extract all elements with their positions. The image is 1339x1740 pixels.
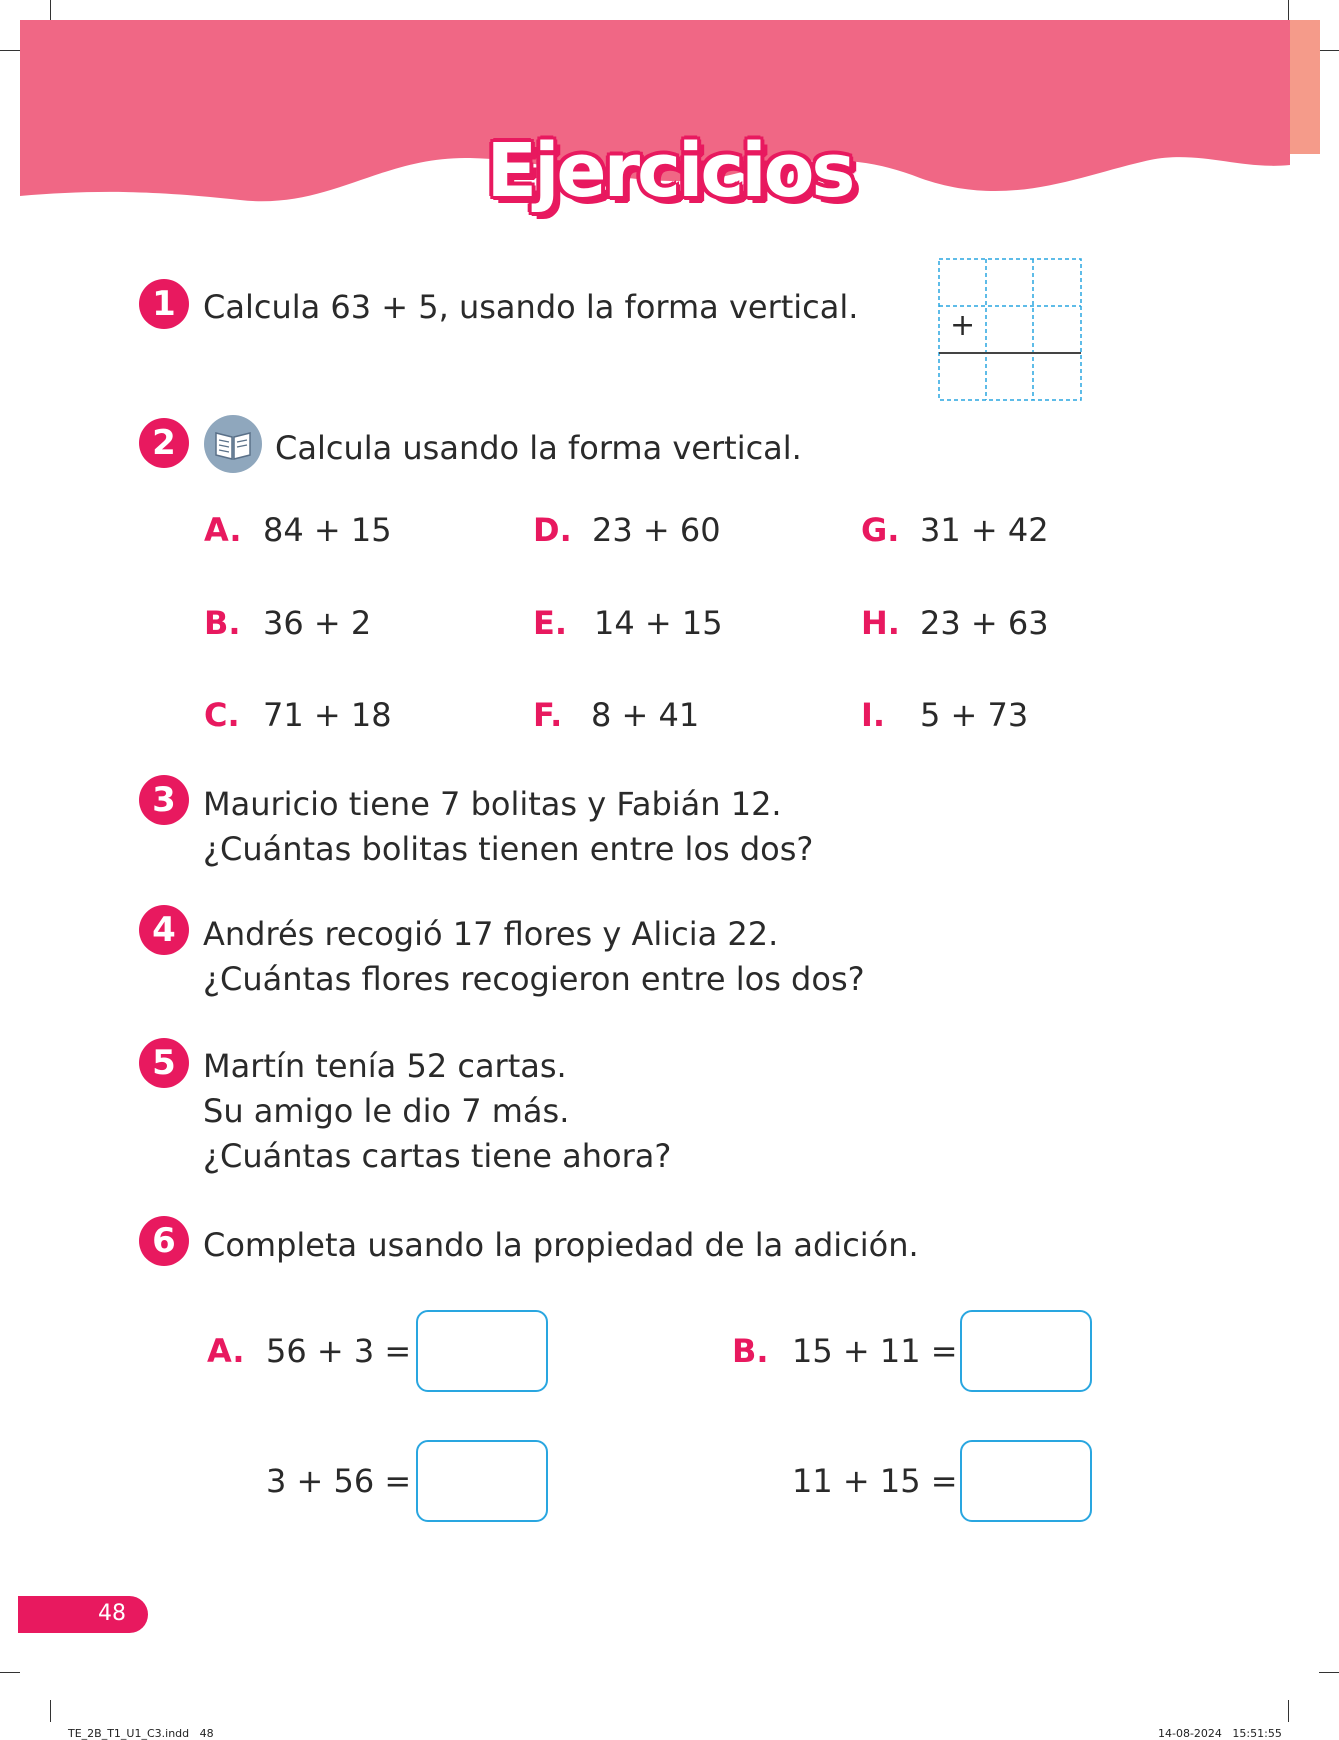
item-expr-h: 23 + 63: [920, 604, 1049, 642]
exercise-2-text: Calcula usando la forma vertical.: [275, 429, 802, 467]
page-number: 48: [98, 1601, 126, 1626]
slug-file: TE_2B_T1_U1_C3.indd 48: [68, 1727, 214, 1740]
item-label-c: C.: [204, 696, 240, 734]
item-label-i: I.: [861, 696, 886, 734]
answer-box-a-1[interactable]: [416, 1310, 548, 1392]
property-a-expr-1: 56 + 3 =: [266, 1332, 412, 1370]
item-expr-e: 14 + 15: [594, 604, 723, 642]
exercise-number-1: 1: [139, 279, 189, 329]
answer-box-a-2[interactable]: [416, 1440, 548, 1522]
exercise-number-2: 2: [139, 418, 189, 468]
item-expr-d: 23 + 60: [592, 511, 721, 549]
item-expr-g: 31 + 42: [920, 511, 1049, 549]
property-b-expr-1: 15 + 11 =: [792, 1332, 958, 1370]
item-expr-a: 84 + 15: [263, 511, 392, 549]
slug-timestamp: 14-08-2024 15:51:55: [1158, 1727, 1282, 1740]
page-number-tab: [18, 1596, 148, 1633]
item-expr-f: 8 + 41: [591, 696, 700, 734]
plus-sign: +: [950, 308, 976, 343]
exercise-number-5: 5: [139, 1038, 189, 1088]
item-label-b: B.: [204, 604, 241, 642]
answer-box-b-1[interactable]: [960, 1310, 1092, 1392]
exercise-6-text: Completa usando la propiedad de la adición.: [203, 1226, 919, 1264]
exercise-number-3: 3: [139, 775, 189, 825]
crop-mark: [50, 1700, 51, 1722]
exercise-number-6: 6: [139, 1216, 189, 1266]
item-expr-c: 71 + 18: [263, 696, 392, 734]
item-label-g: G.: [861, 511, 900, 549]
property-label-b: B.: [732, 1332, 769, 1370]
exercise-4-line-2: ¿Cuántas flores recogieron entre los dos?: [203, 960, 865, 998]
crop-mark: [1319, 1672, 1339, 1673]
exercise-5-line-1: Martín tenía 52 cartas.: [203, 1047, 567, 1085]
property-b-expr-2: 11 + 15 =: [792, 1462, 958, 1500]
crop-mark: [0, 1672, 20, 1673]
exercise-3-line-1: Mauricio tiene 7 bolitas y Fabián 12.: [203, 785, 782, 823]
item-label-e: E.: [533, 604, 568, 642]
item-label-h: H.: [861, 604, 900, 642]
exercise-5-line-2: Su amigo le dio 7 más.: [203, 1092, 570, 1130]
property-label-a: A.: [207, 1332, 245, 1370]
item-expr-i: 5 + 73: [920, 696, 1029, 734]
book-icon: [204, 415, 262, 473]
item-label-a: A.: [204, 511, 242, 549]
item-expr-b: 36 + 2: [263, 604, 372, 642]
crop-mark: [1288, 1700, 1289, 1722]
answer-box-b-2[interactable]: [960, 1440, 1092, 1522]
item-label-d: D.: [533, 511, 572, 549]
exercise-4-line-1: Andrés recogió 17 flores y Alicia 22.: [203, 915, 779, 953]
property-a-expr-2: 3 + 56 =: [266, 1462, 412, 1500]
exercise-1-text: Calcula 63 + 5, usando la forma vertical.: [203, 288, 859, 326]
page-title: Ejercicios: [486, 128, 853, 214]
exercise-number-4: 4: [139, 905, 189, 955]
exercise-5-line-3: ¿Cuántas cartas tiene ahora?: [203, 1137, 672, 1175]
exercise-3-line-2: ¿Cuántas bolitas tienen entre los dos?: [203, 830, 814, 868]
item-label-f: F.: [533, 696, 563, 734]
